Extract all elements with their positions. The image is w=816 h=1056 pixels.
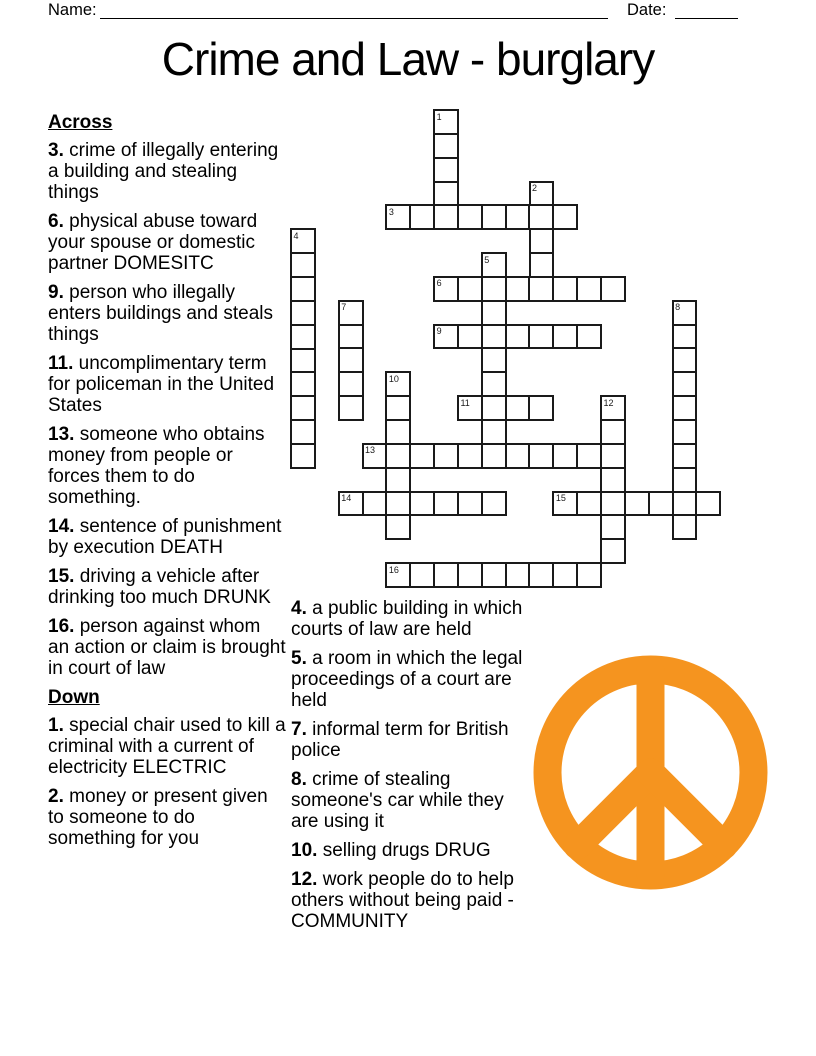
- cell-number: 6: [436, 278, 442, 289]
- cell-number: 12: [603, 397, 614, 408]
- cell-divider: [481, 396, 483, 420]
- cell-divider: [385, 492, 387, 516]
- clue-3: [48, 140, 286, 203]
- cell-divider: [672, 492, 674, 516]
- cell-divider: [528, 325, 530, 349]
- cell-divider: [552, 277, 554, 301]
- cell-number: 4: [293, 230, 299, 241]
- clue-text: person who illegally enters buildings and steals things: [48, 282, 273, 345]
- clue-2: [48, 786, 286, 849]
- clue-number: 8.: [291, 769, 307, 790]
- cell-divider: [409, 205, 411, 229]
- cell-divider: [409, 444, 411, 468]
- cell-divider: [481, 325, 483, 349]
- cell-divider: [576, 492, 578, 516]
- cell-divider: [552, 325, 554, 349]
- clue-number: 13.: [48, 424, 75, 445]
- clue-5: [291, 648, 533, 711]
- cell-number: 9: [436, 326, 442, 337]
- cell-divider: [673, 443, 697, 445]
- word-6-across: [433, 276, 626, 302]
- clue-text: sentence of punishment by execution DEATH: [48, 516, 282, 558]
- word-4-down: [290, 228, 316, 469]
- cell-divider: [291, 371, 315, 373]
- clue-text: physical abuse toward your spouse or domestic partner DOMESITC: [48, 211, 258, 274]
- cell-divider: [434, 133, 458, 135]
- cell-divider: [339, 395, 363, 397]
- cell-divider: [505, 325, 507, 349]
- across-clue-list: [48, 140, 286, 679]
- cell-divider: [528, 563, 530, 587]
- clue-text: selling drugs DRUG: [317, 840, 491, 861]
- cell-number: 8: [675, 302, 681, 313]
- cell-divider: [291, 324, 315, 326]
- clue-number: 7.: [291, 719, 307, 740]
- cell-divider: [505, 444, 507, 468]
- cell-divider: [291, 419, 315, 421]
- word-15-across: [552, 491, 721, 517]
- cell-divider: [600, 492, 602, 516]
- cell-divider: [505, 563, 507, 587]
- clue-7: [291, 719, 533, 761]
- clue-number: 1.: [48, 715, 64, 736]
- cell-divider: [648, 492, 650, 516]
- cell-divider: [505, 205, 507, 229]
- clue-15: [48, 566, 286, 608]
- cell-number: 15: [555, 493, 566, 504]
- cell-divider: [673, 371, 697, 373]
- cell-divider: [481, 444, 483, 468]
- cell-divider: [576, 325, 578, 349]
- clue-4: [291, 598, 533, 640]
- cell-divider: [601, 419, 625, 421]
- down-clue-list-left: [48, 715, 286, 849]
- date-blank-line: [675, 1, 738, 19]
- cell-divider: [576, 444, 578, 468]
- across-heading: Across: [48, 112, 113, 133]
- cell-divider: [695, 492, 697, 516]
- cell-divider: [481, 563, 483, 587]
- clue-number: 11.: [48, 353, 74, 374]
- clue-11: [48, 353, 286, 416]
- cell-divider: [457, 205, 459, 229]
- cell-divider: [600, 277, 602, 301]
- cell-number: 7: [341, 302, 347, 313]
- clue-number: 12.: [291, 869, 318, 890]
- cell-divider: [673, 395, 697, 397]
- cell-number: 14: [341, 493, 352, 504]
- cell-divider: [433, 492, 435, 516]
- clue-10: [291, 840, 533, 861]
- clue-text: a public building in which courts of law are held: [291, 598, 523, 640]
- cell-divider: [291, 348, 315, 350]
- clue-12: [291, 869, 533, 932]
- cell-divider: [528, 277, 530, 301]
- cell-number: 3: [388, 206, 394, 217]
- cell-number: 5: [484, 254, 490, 265]
- cell-number: 11: [460, 397, 470, 408]
- cell-divider: [601, 538, 625, 540]
- cell-divider: [505, 277, 507, 301]
- down-clue-list-continued: [291, 598, 533, 932]
- cell-divider: [339, 347, 363, 349]
- clue-14: [48, 516, 286, 558]
- cell-divider: [291, 276, 315, 278]
- cell-divider: [339, 324, 363, 326]
- cell-divider: [530, 252, 554, 254]
- clue-6: [48, 211, 286, 274]
- clue-number: 5.: [291, 648, 307, 669]
- cell-number: 2: [532, 183, 538, 194]
- clue-text: informal term for British police: [291, 719, 509, 761]
- clue-text: special chair used to kill a criminal with a current of electricity ELECTRIC: [48, 715, 286, 778]
- clue-text: crime of illegally entering a building and stealing things: [48, 140, 279, 203]
- clue-text: crime of stealing someone's car while they are using it: [291, 769, 504, 832]
- cell-divider: [576, 277, 578, 301]
- clue-number: 6.: [48, 211, 64, 232]
- clue-text: person against whom an action or claim is brought in court of law: [48, 616, 286, 679]
- word-13-across: [362, 443, 626, 469]
- word-11-across: [457, 395, 554, 421]
- clue-1: [48, 715, 286, 778]
- cell-divider: [576, 563, 578, 587]
- cell-divider: [291, 395, 315, 397]
- clue-9: [48, 282, 286, 345]
- page-title: Crime and Law - burglary: [161, 33, 655, 85]
- cell-divider: [552, 563, 554, 587]
- cell-divider: [385, 444, 387, 468]
- cell-divider: [457, 325, 459, 349]
- cell-divider: [624, 492, 626, 516]
- cell-divider: [339, 371, 363, 373]
- clue-13: [48, 424, 286, 508]
- clue-text: driving a vehicle after drinking too much DRUNK: [48, 566, 271, 608]
- crossword-grid: [291, 110, 731, 592]
- word-16-across: [385, 562, 602, 588]
- cell-divider: [600, 444, 602, 468]
- clue-number: 9.: [48, 282, 64, 303]
- clue-text: a room in which the legal proceedings of a court are held: [291, 648, 523, 711]
- clue-number: 15.: [48, 566, 75, 587]
- word-14-across: [338, 491, 507, 517]
- cell-number: 1: [436, 111, 442, 122]
- clues-column-left: [48, 112, 286, 857]
- cell-divider: [552, 205, 554, 229]
- word-9-across: [433, 324, 602, 350]
- cell-divider: [409, 563, 411, 587]
- peace-icon: [531, 653, 770, 892]
- word-7-down: [338, 300, 364, 421]
- cell-divider: [505, 396, 507, 420]
- cell-divider: [673, 347, 697, 349]
- cell-divider: [552, 444, 554, 468]
- cell-divider: [481, 205, 483, 229]
- clues-column-middle: [291, 598, 533, 940]
- cell-divider: [528, 205, 530, 229]
- cell-divider: [386, 419, 410, 421]
- cell-divider: [457, 492, 459, 516]
- cell-divider: [482, 371, 506, 373]
- cell-divider: [291, 443, 315, 445]
- cell-divider: [291, 252, 315, 254]
- clue-text: work people do to help others without being paid - COMMUNITY: [291, 869, 514, 932]
- cell-divider: [434, 181, 458, 183]
- clue-number: 14.: [48, 516, 75, 537]
- cell-divider: [457, 277, 459, 301]
- word-12-down: [600, 395, 626, 564]
- clue-16: [48, 616, 286, 679]
- cell-divider: [673, 467, 697, 469]
- down-heading: Down: [48, 687, 100, 708]
- word-3-across: [385, 204, 578, 230]
- clue-number: 16.: [48, 616, 75, 637]
- clue-number: 3.: [48, 140, 64, 161]
- clue-8: [291, 769, 533, 832]
- cell-divider: [409, 492, 411, 516]
- cell-divider: [433, 444, 435, 468]
- cell-divider: [433, 205, 435, 229]
- clue-text: someone who obtains money from people or forces them to do something.: [48, 424, 265, 508]
- cell-divider: [457, 563, 459, 587]
- name-label: Name:: [48, 1, 97, 19]
- cell-divider: [362, 492, 364, 516]
- cell-divider: [433, 563, 435, 587]
- cell-divider: [528, 396, 530, 420]
- cell-divider: [386, 395, 410, 397]
- clue-number: 2.: [48, 786, 64, 807]
- cell-number: 13: [365, 445, 376, 456]
- cell-divider: [528, 444, 530, 468]
- name-blank-line: [100, 1, 608, 19]
- cell-divider: [481, 277, 483, 301]
- cell-divider: [673, 419, 697, 421]
- clue-number: 4.: [291, 598, 307, 619]
- cell-divider: [481, 492, 483, 516]
- cell-divider: [457, 444, 459, 468]
- cell-divider: [673, 324, 697, 326]
- clue-number: 10.: [291, 840, 318, 861]
- date-label: Date:: [627, 1, 667, 19]
- clue-text: money or present given to someone to do something for you: [48, 786, 268, 849]
- cell-number: 10: [388, 373, 399, 384]
- clue-text: uncomplimentary term for policeman in the United States: [48, 353, 275, 416]
- cell-number: 16: [388, 564, 399, 575]
- cell-divider: [434, 157, 458, 159]
- cell-divider: [291, 300, 315, 302]
